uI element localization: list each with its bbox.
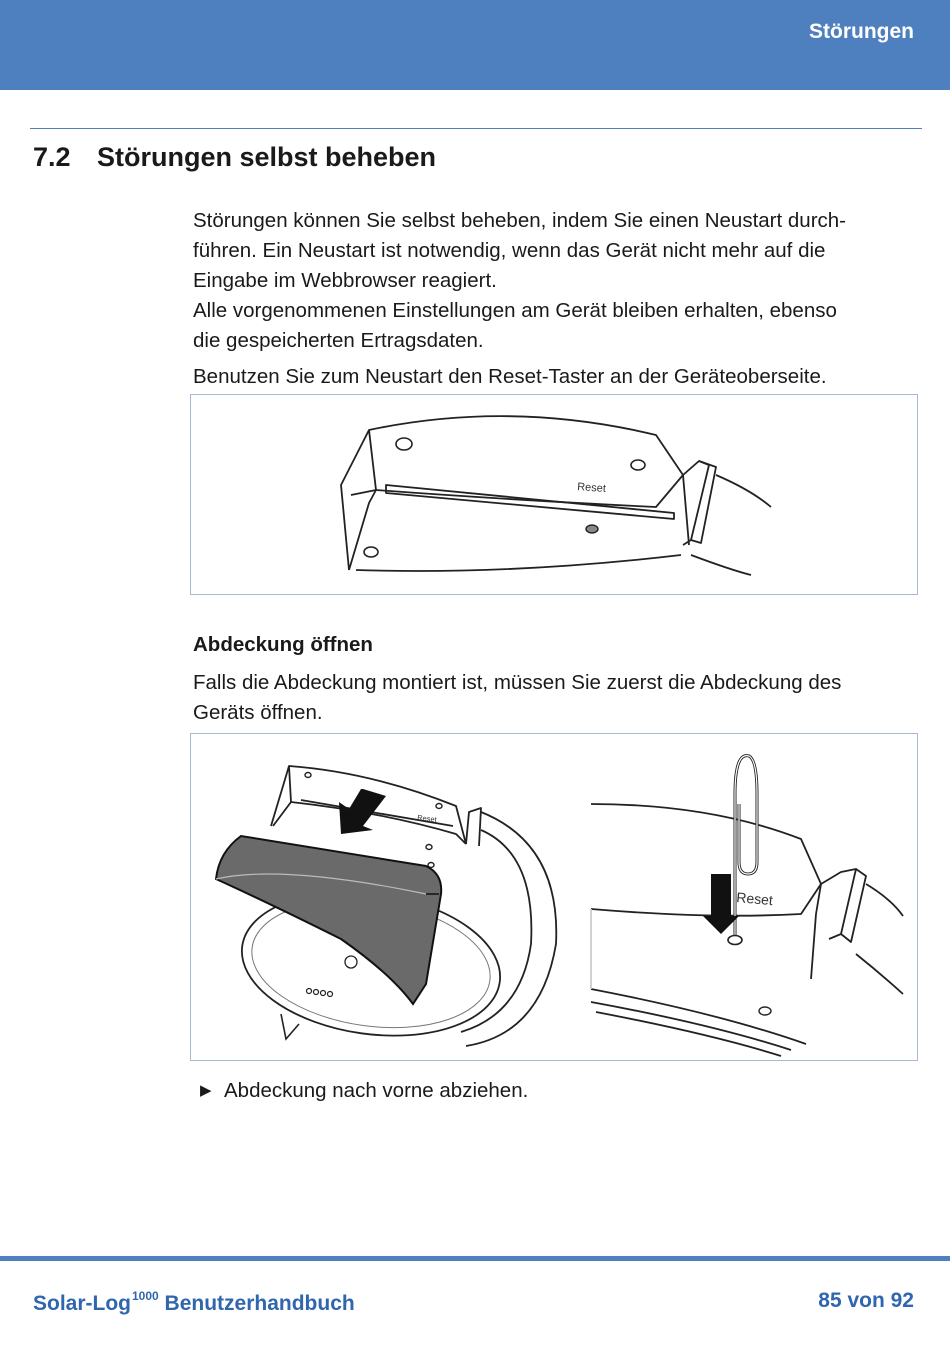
page-number: 85 von 92 (818, 1289, 914, 1312)
section-number: 7.2 (33, 142, 71, 172)
cover-line: Falls die Abdeckung montiert ist, müssen Sie zuerst die Abdeckung des (193, 671, 842, 694)
header-bar (0, 0, 950, 90)
device-top-illustration (191, 395, 917, 594)
push-arrow-icon (339, 789, 386, 834)
section-divider (30, 128, 922, 129)
section-heading (33, 142, 436, 173)
footer-product (33, 1289, 355, 1316)
section-title: Störungen selbst beheben (97, 142, 437, 172)
reset-button-figure (190, 394, 918, 595)
intro-line: Eingabe im Webbrowser reagiert. (193, 269, 497, 292)
intro-paragraph (193, 206, 923, 356)
reset-label: Reset (576, 481, 607, 495)
cover-paragraph (193, 668, 923, 728)
footer-product-name: Solar-Log (33, 1292, 131, 1315)
footer-divider (0, 1256, 950, 1261)
step-text: Abdeckung nach vorne abziehen. (224, 1079, 529, 1102)
open-cover-figure (190, 733, 918, 1061)
reset-instruction: Benutzen Sie zum Neustart den Reset-Taster an der Geräteoberseite. (193, 365, 827, 388)
cover-heading: Abdeckung öffnen (193, 633, 373, 656)
step-instruction (200, 1076, 528, 1106)
header-title: Störungen (809, 20, 914, 43)
cover-line: Geräts öffnen. (193, 701, 323, 724)
intro-line: die gespeicherten Ertragsdaten. (193, 329, 484, 352)
paperclip (735, 756, 757, 939)
reset-hole (586, 525, 598, 533)
reset-label-small: Reset (416, 813, 438, 825)
intro-line: führen. Ein Neustart ist notwendig, wenn das Gerät nicht mehr auf die (193, 239, 826, 262)
cover-removal-illustration (191, 734, 917, 1060)
bullet-arrow-icon: ▶ (200, 1082, 212, 1099)
footer-product-sup: 1000 (132, 1289, 159, 1303)
intro-line: Alle vorgenommenen Einstellungen am Gerät bleiben erhalten, ebenso (193, 299, 837, 322)
intro-line: Störungen können Sie selbst beheben, indem Sie einen Neustart durch- (193, 209, 847, 232)
footer-doc-title: Benutzerhandbuch (158, 1292, 355, 1315)
reset-label-large: Reset (735, 889, 774, 909)
